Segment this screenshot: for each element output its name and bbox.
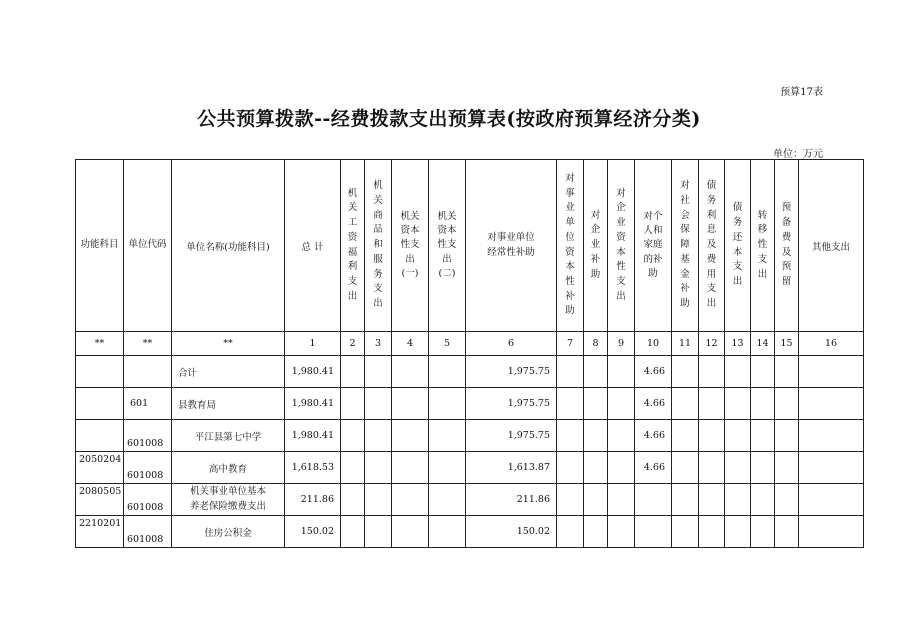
col-16: 其他支出: [799, 160, 864, 332]
col-7: 对事业单位资本性补助: [557, 160, 584, 332]
table-number: 预算17表: [780, 87, 823, 98]
col-unit-code: 单位代码: [124, 160, 172, 332]
unit-name-cell: 平江县第七中学: [172, 420, 285, 452]
col-4: 机关资本性支出(一): [392, 160, 429, 332]
col-12: 债务利息及费用支出: [699, 160, 725, 332]
col-func-code: 功能科目: [76, 160, 124, 332]
col-8: 对企业补助: [584, 160, 608, 332]
col-13: 债务还本支出: [725, 160, 751, 332]
table-row: 2050204 601008 高中教育 1,618.53 1,613.87 4.66: [76, 452, 864, 484]
col-2: 机关工资福利支出: [341, 160, 365, 332]
budget-table: [75, 159, 864, 548]
table-row: 2210201 601008 住房公积金 150.02 150.02: [76, 516, 864, 548]
table-row: 601008 平江县第七中学 1,980.41 1,975.75 4.66: [76, 420, 864, 452]
col-9: 对企业资本性支出: [608, 160, 635, 332]
col-14: 转移性支出: [751, 160, 775, 332]
col-5: 机关资本性支出(二): [429, 160, 466, 332]
page-title: 公共预算拨款--经费拨款支出预算表(按政府预算经济分类): [197, 108, 701, 130]
header-row: [76, 160, 864, 332]
col-6: 对事业单位经常性补助: [466, 160, 557, 332]
unit-name-cell: 县教育局: [172, 388, 285, 420]
unit-name-cell: 住房公积金: [172, 516, 285, 548]
table-row: 601 县教育局 1,980.41 1,975.75 4.66: [76, 388, 864, 420]
col-total: 总 计: [285, 160, 341, 332]
col-3: 机关商品和服务支出: [365, 160, 392, 332]
col-unit-name: 单位名称(功能科目): [172, 160, 285, 332]
col-11: 对社会保障基金补助: [672, 160, 699, 332]
table-row: 合计 1,980.41 1,975.75 4.66: [76, 356, 864, 388]
unit-name-cell: 合计: [172, 356, 285, 388]
table-row: 2080505 601008 机关事业单位基本养老保险缴费支出 211.86 211.86: [76, 484, 864, 516]
col-10: 对个人和家庭的补助: [635, 160, 672, 332]
index-row: ** ** ** 1 2 3 4 5 6 7 8 9 10 11 12 13 14 15 16: [76, 332, 864, 356]
unit-name-cell: 机关事业单位基本养老保险缴费支出: [172, 484, 285, 516]
unit-label: 单位：万元: [773, 149, 823, 160]
col-15: 预备费及预留: [775, 160, 799, 332]
unit-name-cell: 高中教育: [172, 452, 285, 484]
